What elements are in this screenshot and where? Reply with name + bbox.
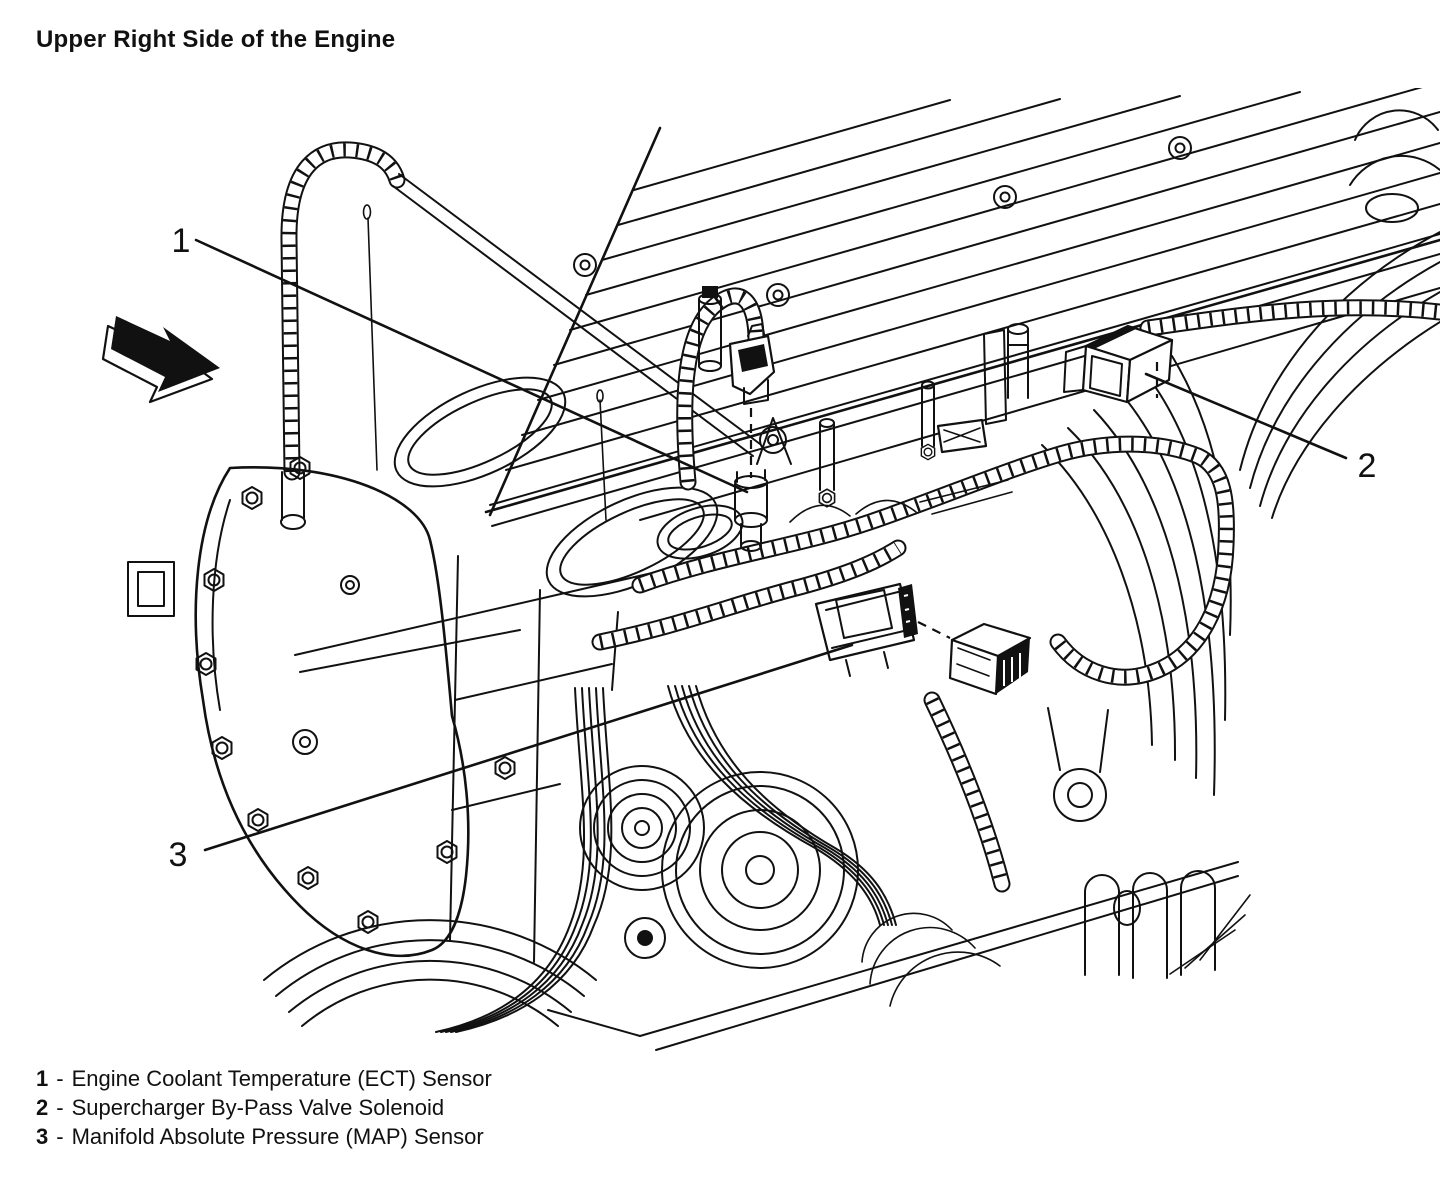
legend-number: 1 — [36, 1066, 49, 1091]
legend-item-3 — [36, 1122, 492, 1151]
legend-label: Engine Coolant Temperature (ECT) Sensor — [71, 1066, 492, 1091]
cover-bolt — [574, 254, 596, 276]
timing-cover — [128, 457, 468, 956]
legend-label: Manifold Absolute Pressure (MAP) Sensor — [71, 1124, 484, 1149]
callout-3-leader — [205, 645, 852, 850]
legend-label: Supercharger By-Pass Valve Solenoid — [71, 1095, 445, 1120]
oil-cap — [1350, 110, 1440, 222]
pulleys-belt — [264, 686, 896, 1032]
callout-3-number: 3 — [168, 836, 188, 874]
callout-1-leader — [196, 240, 747, 492]
idler-pulley — [580, 766, 704, 890]
callout-1-number: 1 — [171, 222, 191, 260]
legend-separator: - — [56, 1124, 64, 1149]
intake-runners — [1085, 871, 1250, 978]
map-mating-connector — [950, 624, 1030, 694]
harness-clip — [938, 420, 986, 452]
mount-bracket — [128, 562, 174, 616]
legend-item-2 — [36, 1093, 492, 1122]
throttle-body — [1048, 708, 1108, 821]
legend-number: 3 — [36, 1124, 49, 1149]
legend-separator: - — [56, 1095, 64, 1120]
tensioner-pulley — [625, 918, 665, 958]
legend — [36, 1064, 492, 1151]
map-dash-leader — [918, 622, 950, 638]
ect-sensor-body — [735, 470, 767, 551]
crank-pulley — [662, 772, 858, 968]
view-arrow-icon — [103, 316, 220, 402]
page-title: Upper Right Side of the Engine — [36, 26, 396, 53]
wiring-harness — [600, 296, 1440, 884]
legend-number: 2 — [36, 1095, 49, 1120]
cover-bolt — [767, 284, 789, 306]
stud-bolt — [921, 382, 934, 460]
cover-bolt — [994, 186, 1016, 208]
legend-item-1 — [36, 1064, 492, 1093]
callout-2-number: 2 — [1357, 447, 1377, 485]
map-sensor — [816, 584, 1030, 694]
legend-separator: - — [56, 1066, 64, 1091]
